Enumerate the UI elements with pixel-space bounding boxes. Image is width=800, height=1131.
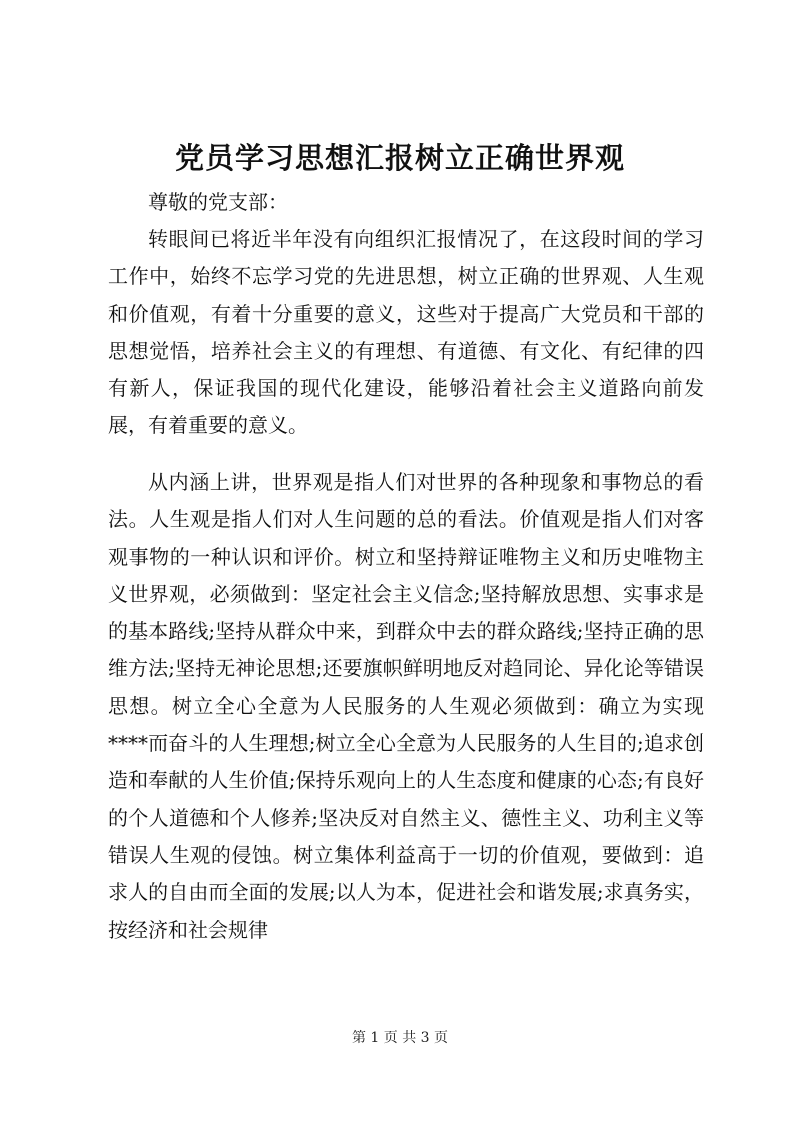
paragraph-2: 从内涵上讲，世界观是指人们对世界的各种现象和事物总的看法。人生观是指人们对人生问题的总的看法。价值观是指人们对客观事物的一种认识和评价。树立和坚持辩证唯物主义和历史唯物主义世界观，必须做到：坚定社会主义信念;坚持解放思想、实事求是的基本路线;坚持从群众中来，到群众中去的群众路线;坚持正确的思维方法;坚持无神论思想;还要旗帜鲜明地反对趋同论、异化论等错误思想。树立全心全意为人民服务的人生观必须做到：确立为实现****而奋斗的人生理想;树立全心全意为人民服务的人生目的;追求创造和奉献的人生价值;保持乐观向上的人生态度和健康的心态;有良好的个人道德和个人修养;坚决反对自然主义、德性主义、功利主义等错误人生观的侵蚀。树立集体利益高于一切的价值观，要做到：追求人的自由而全面的发展;以人为本，促进社会和谐发展;求真务实，按经济和社会规律: [108, 470, 704, 942]
salutation: 尊敬的党支部：: [148, 190, 288, 214]
page-number-footer: 第 1 页 共 3 页: [351, 1030, 449, 1046]
paragraph-1: 转眼间已将近半年没有向组织汇报情况了，在这段时间的学习工作中，始终不忘学习党的先进思想，树立正确的世界观、人生观和价值观，有着十分重要的意义，这些对于提高广大党员和干部的思想觉悟，培养社会主义的有理想、有道德、有文化、有纪律的四有新人，保证我国的现代化建设，能够沿着社会主义道路向前发展，有着重要的意义。: [108, 227, 704, 438]
document-title: 党员学习思想汇报树立正确世界观: [174, 141, 625, 175]
